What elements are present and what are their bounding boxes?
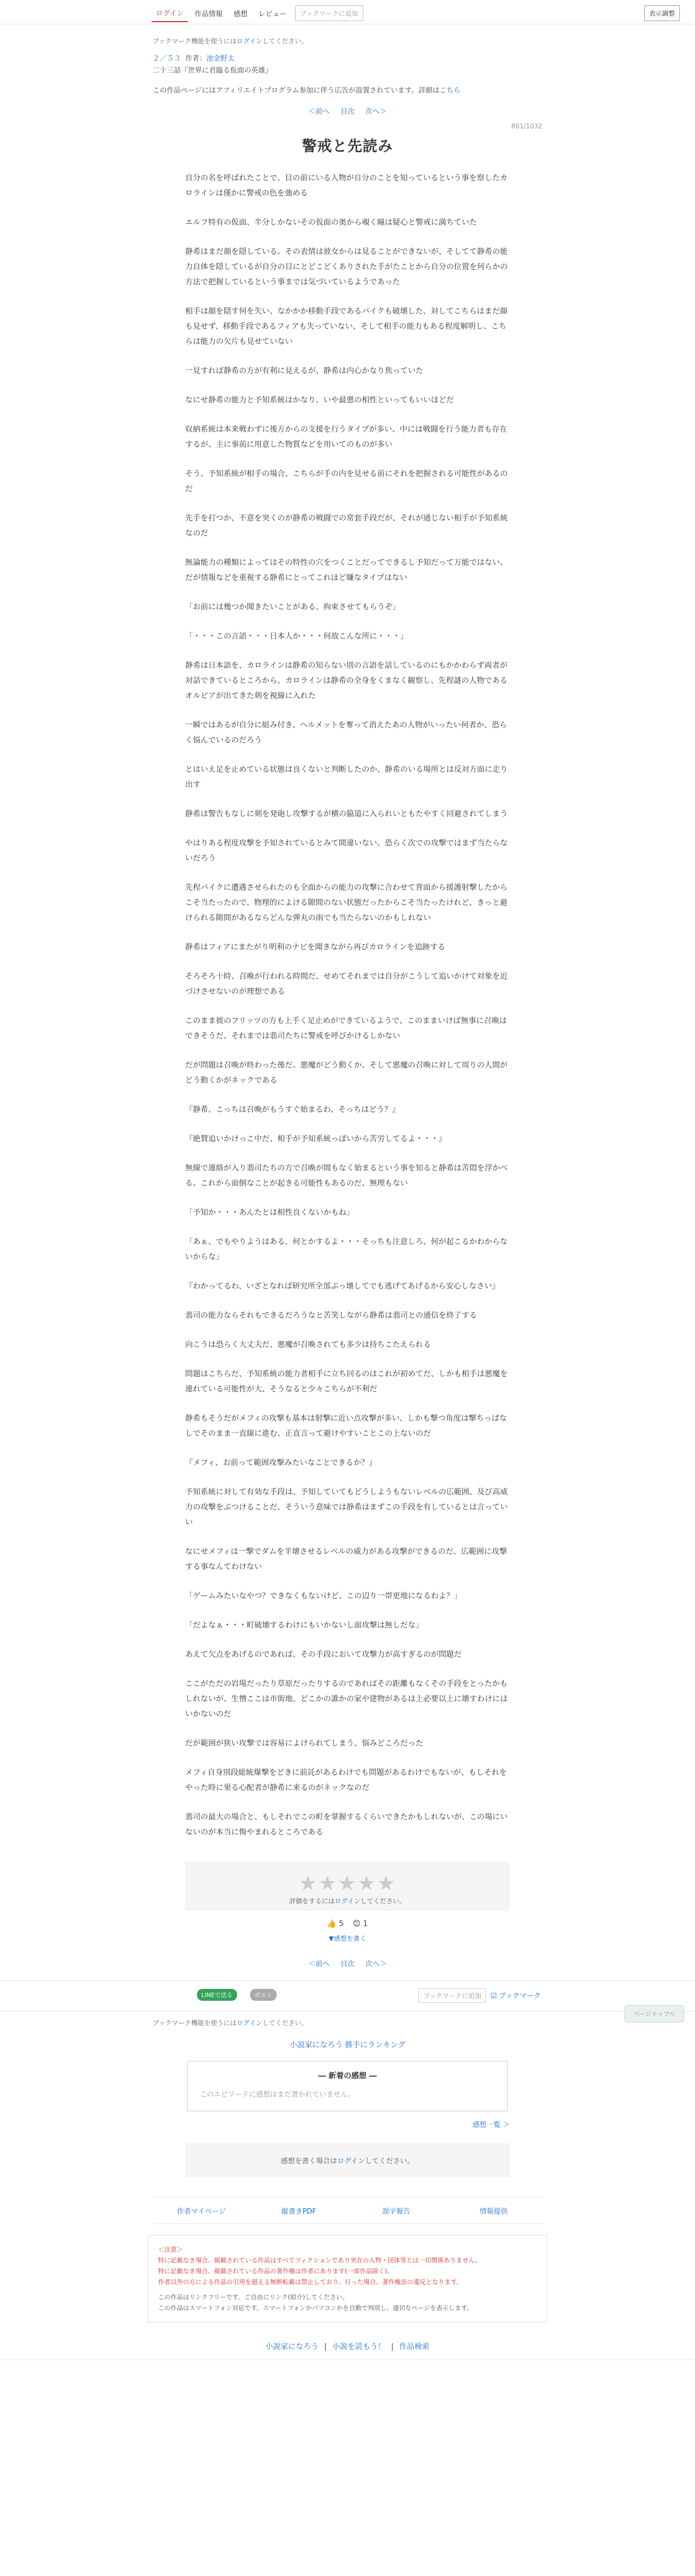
notice-info bbox=[158, 2292, 537, 2313]
vertical-pdf-link[interactable]: 縦書きPDF bbox=[281, 2207, 317, 2216]
star-icon[interactable]: ★ bbox=[318, 1871, 338, 1895]
author-label: 作者： bbox=[185, 55, 207, 63]
login-link[interactable]: ログイン bbox=[152, 4, 188, 22]
work-meta bbox=[153, 53, 542, 77]
body-paragraph: とはいえ足を止めている状態は良くないと判断したのか、静希のいる場所とは反対方面に走り出す bbox=[185, 765, 508, 789]
write-impression-link[interactable]: ▼感想を書く bbox=[329, 1935, 366, 1942]
body-paragraph: 自分の名を呼ばれたことで、目の前にいる人物が自分のことを知っているという事を察したカロラインは僅かに警戒の色を強める bbox=[185, 174, 508, 198]
body-paragraph: だが問題は召喚が終わった後だ。悪魔がどう動くか、そして悪魔の召喚に対して周りの人間がどう動くかがネックである bbox=[185, 1061, 508, 1085]
bookmark-login-link[interactable]: ログイン bbox=[237, 2019, 263, 2027]
notice-line: 特に記載なき場合、掲載されている作品の著作権は作者にあります(一部作品除く)。 bbox=[158, 2267, 394, 2275]
toc-link[interactable]: 目次 bbox=[340, 108, 355, 116]
bookmark-add-button[interactable]: ブックマークに追加 bbox=[295, 5, 363, 21]
body-paragraph: 問題はこちらだ、予知系統の能力者相手に立ち回るのはこれが初めてだ、しかも相手は悪魔を連れている可能性が大、そうなると少々こちらが不利だ bbox=[185, 1370, 508, 1394]
episode-pager-bottom bbox=[0, 1958, 695, 1968]
body-paragraph: 静希はフィアにまたがり明利のナビを聞きながら再びカロラインを追跡する bbox=[185, 943, 445, 952]
header-nav bbox=[152, 4, 363, 22]
body-paragraph: ここがただの岩場だったり草原だったりするのであればその距離もなくその手段をとったかもしれないが、生憎ここは市街地、どこかの誰かの家や建物があるは上必要以上に壊すわけにはいかないのだ bbox=[185, 1680, 508, 1719]
impression-list-link[interactable]: 感想一覧 ＞ bbox=[472, 2121, 510, 2129]
body-paragraph: このまま彼のフリッツの方も上手く足止めができているようで、このままいけば無事に召喚はできそうだ、それまでは翡司たちに警戒を呼びかけるしかない bbox=[185, 1017, 507, 1040]
episode-link[interactable]: ２／５３ bbox=[153, 55, 181, 63]
body-paragraph: 『わかってるわ、いざとなれば研究所全部ぶっ壊してでも逃げてあげるから安心しなさい』 bbox=[185, 1282, 500, 1291]
impression-login-text: 感想を書く場合は bbox=[280, 2157, 337, 2165]
body-paragraph: あえて欠点をあげるのであれば、その手段において攻撃力が高すぎるのが問題だ bbox=[185, 1650, 462, 1659]
body-paragraph: 「・・・この言語・・・日本人か・・・何故こんな所に・・・」 bbox=[185, 632, 408, 641]
bookmark-login-link[interactable]: ログイン bbox=[237, 37, 263, 45]
bottom-links: 小説家になろう | 小説を読もう！ | 作品検索 bbox=[0, 2341, 695, 2360]
smile-reaction[interactable]: 😊 1 bbox=[352, 1920, 368, 1928]
body-paragraph: エルフ特有の仮面、半分しかないその仮面の奥から覗く瞳は疑心と警戒に満ちていた bbox=[185, 218, 477, 227]
line-share-button[interactable]: LINEで送る bbox=[197, 1989, 237, 2001]
body-paragraph: 向こうは恐らく大丈夫だ、悪魔が召喚されても多少は持ちこたえられる bbox=[185, 1341, 431, 1349]
body-paragraph: なにせ静希の能力と予知系統はかなり、いや最悪の相性といってもいいほどだ bbox=[185, 396, 454, 405]
main-content bbox=[153, 36, 542, 1840]
author-link[interactable]: 池金野太 bbox=[206, 55, 235, 63]
prev-link[interactable]: ＜前へ bbox=[308, 1960, 330, 1968]
body-paragraph: 静希もそうだがメフィの攻撃も基本は射撃に近い点攻撃が多い、しかも撃つ角度は撃ちっぱなしでそのまま一直線に進む、正直言って避けやすいことこの上ないのだ bbox=[185, 1414, 507, 1438]
body-paragraph: やはりある程度攻撃を予知されているとみて間違いない、恐らく次での攻撃ではまず当たらないだろう bbox=[185, 839, 508, 863]
bookmark-link[interactable]: ☑ ブックマーク bbox=[490, 1992, 541, 2000]
body-paragraph: 翡司の最大の場合と、もしそれでこの町を掌握するくらいできたかもしれないが、この場にいないのが本当に悔やまれるところである bbox=[185, 1813, 508, 1837]
body-paragraph: 「だよなぁ・・・町破壊するわけにもいかないし面攻撃は無しだな」 bbox=[185, 1621, 423, 1630]
body-paragraph: 静希はまだ顔を隠している。その表情は彼女からは見ることができないが、そしてて静希の能力自体を隠しているが自分の目にとどこどくありされた手がたことから自分の位置を何らかの方法で把握しているという事までは気づいているようであった bbox=[185, 248, 508, 287]
episode-body bbox=[185, 171, 510, 1840]
notice-line: この作品はリンクフリーです。ご自由にリンク(紹介)してください。 bbox=[158, 2293, 349, 2301]
latest-impressions-heading: ― 新着の感想 ― bbox=[318, 2072, 377, 2080]
like-reaction[interactable]: 👍 5 bbox=[327, 1920, 344, 1928]
notice-line: 作者以外の方による作品の引用を超える無断転載は禁止しており、行った場合、著作権法の違反となります。 bbox=[158, 2278, 463, 2286]
impression-login-box bbox=[185, 2143, 510, 2177]
display-mode-button[interactable]: 表示調整 bbox=[644, 5, 680, 21]
star-icon[interactable]: ★ bbox=[357, 1871, 377, 1895]
impression-login-suffix: してください。 bbox=[365, 2157, 415, 2165]
notice-line: 特に記載なき場合、掲載されている作品はすべてフィクションであり実在の人物・団体等とは一切関係ありません。 bbox=[158, 2256, 482, 2264]
ad-note-text: この作品ページにはアフィリエイトプログラム参加に伴う広告が設置されています。詳細は bbox=[153, 87, 440, 95]
episode-counter: 801/1032 bbox=[511, 122, 542, 130]
reactions bbox=[0, 1920, 695, 1928]
notice-line: この作品はスマートフォン対応です。スマートフォンかパソコンかを自動で判別し、適切なページを表示します。 bbox=[158, 2304, 473, 2312]
body-paragraph: 先手を打つか、不意を突くのが静希の戦闘での常套手段だが、それが通じない相手が予知系統なのだ bbox=[185, 514, 508, 538]
star-icon[interactable]: ★ bbox=[298, 1871, 318, 1895]
typo-report-link[interactable]: 誤字報告 bbox=[382, 2207, 410, 2216]
top-header bbox=[0, 0, 695, 24]
body-paragraph: 一見すれば静希の方が有利に見えるが、静希は内心かなり焦っていた bbox=[185, 367, 423, 375]
toc-link[interactable]: 目次 bbox=[340, 1960, 355, 1968]
footer-nav bbox=[153, 2197, 542, 2224]
body-paragraph: 「予知か・・・あんたとは相性良くないかもね」 bbox=[185, 1208, 355, 1217]
note-text: ブックマーク機能を使うには bbox=[153, 37, 237, 45]
ad-note bbox=[153, 84, 542, 95]
note-text-suffix: してください。 bbox=[262, 37, 308, 45]
chapter-title: 二十三話『世界に君臨る仮面の英雄』 bbox=[153, 67, 273, 75]
yomou-link[interactable]: 小説を読もう！ bbox=[332, 2343, 385, 2351]
episode-pager-top bbox=[153, 106, 542, 116]
work-info-link[interactable]: 作品情報 bbox=[194, 10, 223, 18]
info-report-link[interactable]: 情報提供 bbox=[479, 2207, 508, 2216]
ranking-link[interactable]: 小説家になろう 勝手にランキング bbox=[289, 2041, 406, 2050]
next-link[interactable]: 次へ＞ bbox=[365, 1960, 387, 1968]
body-paragraph: 『メフィ、お前って範囲攻撃みたいなことできるか？』 bbox=[185, 1459, 377, 1467]
body-paragraph: なにせメフィは一撃でダムを半壊させるレベルの威力がある攻撃ができるのだ、広範囲に攻撃する事なんてわけない bbox=[185, 1547, 507, 1571]
body-paragraph: 収納系統は本来戦わずに後方からの支援を行うタイプが多い、中には戦闘を行う能力者も存在するが、主に事前に用意した物質などを用いてのものが多い bbox=[185, 425, 508, 449]
search-link[interactable]: 作品検索 bbox=[399, 2343, 430, 2351]
note-text-suffix: してください。 bbox=[262, 2019, 308, 2027]
bookmark-login-note-2 bbox=[153, 2018, 542, 2027]
body-paragraph: 「あぁ、でもやりようはある、何とかするよ・・・そっちも注意しろ、何が起こるかわからないからな」 bbox=[185, 1238, 508, 1261]
bookmark-login-note bbox=[153, 36, 542, 45]
no-impressions-text: このエピソードに感想はまだ書かれていません。 bbox=[200, 2091, 355, 2099]
bookmark-add-button[interactable]: ブックマークに追加 bbox=[418, 1988, 486, 2003]
site-home-link[interactable]: 小説家になろう bbox=[265, 2343, 319, 2351]
rating-stars[interactable] bbox=[185, 1871, 510, 1895]
star-icon[interactable]: ★ bbox=[377, 1871, 397, 1895]
note-text: ブックマーク機能を使うには bbox=[153, 2019, 237, 2027]
rating-note-suffix: してください。 bbox=[360, 1897, 406, 1905]
post-share-button[interactable]: ポスト bbox=[250, 1989, 277, 2001]
body-paragraph: 『絶賛追いかけっこ中だ、相手が予知系統っぽいから苦労してるよ・・・』 bbox=[185, 1135, 447, 1143]
next-link[interactable]: 次へ＞ bbox=[365, 108, 387, 116]
impressions-link[interactable]: 感想 bbox=[233, 10, 248, 18]
body-paragraph: 一瞬ではあるが自分に組み付き、ヘルメットを奪って消えたあの人物がいったい何者か、恐らく悩んでいるのだろう bbox=[185, 721, 507, 745]
body-paragraph: そろそろ十時、召喚が行われる時間だ、せめてそれまでは自分がこうして追いかけて対象を近づけさせないのが理想である bbox=[185, 972, 508, 996]
body-paragraph: 予知系統に対して有効な手段は、予知していてもどうしようもないレベルの広範囲、及び高威力の攻撃をぶつけることだ、そういう意味では静希はまずこの手段を有しているとは言っていい bbox=[185, 1488, 508, 1527]
reviews-link[interactable]: レビュー bbox=[258, 10, 287, 18]
rating-note-text: 評価をするには bbox=[289, 1897, 335, 1905]
body-paragraph: そう、予知系統が相手の場合、こちらが手の内を見せる前にそれを把握される可能性があるのだ bbox=[185, 470, 508, 493]
episode-title: 警戒と先読み bbox=[302, 138, 393, 155]
body-paragraph: メフィ自身別段総統爆撃をどきに前託があるわけでも問題があるわけでもないが、もしそれをやった時に果る心配者が静希に来るのがネックなのだ bbox=[185, 1768, 507, 1792]
prev-link[interactable]: ＜前へ bbox=[308, 108, 330, 116]
author-mypage-link[interactable]: 作者マイページ bbox=[176, 2207, 226, 2216]
body-paragraph: 無線で連絡が入り翡司たちの方で召喚が間もなく始まるという事を知ると静希は苦悶を浮かべる。これから面倒なことが起きる可能性もあるのだ、無理もない bbox=[185, 1164, 508, 1188]
notice-box bbox=[148, 2235, 547, 2323]
notice-title: ＜注意＞ bbox=[158, 2246, 183, 2253]
latest-impressions-box bbox=[187, 2061, 508, 2111]
body-paragraph: 『静希、こっちは召喚がもうすぐ始まるわ、そっちはどう？』 bbox=[185, 1105, 400, 1114]
body-paragraph: だが範囲が狭い攻撃では容易によけられてしまう、悩みどころだった bbox=[185, 1739, 423, 1748]
body-paragraph: 静希は警告もなしに剣を発砲し攻撃するが横の脇道に入られいともたやすく回避されてしまう bbox=[185, 810, 508, 818]
body-paragraph: 静希は日本語を、カロラインは静希の知らない別の言語を話しているのにもかかわらず両者が対話できているところから、カロラインは静希の全身をくまなく観察し、先程謎の人物であるオルビアが出てきた剣を視線に入れた bbox=[185, 661, 508, 700]
rating-login-link[interactable]: ログイン bbox=[335, 1897, 360, 1905]
page-top-button[interactable]: ページトップへ bbox=[625, 2005, 684, 2022]
impression-login-link[interactable]: ログイン bbox=[337, 2157, 365, 2165]
ad-details-link[interactable]: こちら bbox=[439, 87, 461, 95]
body-paragraph: 相手は顔を隠す何を失い、なかかか移動手段であるバイクも破壊した、対してこちらはまだ顔も見せず、移動手段であるフィアも失っていない、そして相手の能力もある程度解明し、こちらは能力の欠片も見せていない bbox=[185, 307, 508, 346]
body-paragraph: 先程バイクに遭遇させられたのも全面からの能力の攻撃に合わせて背面から援護射撃したからこそ当たったので、物理的によける隙間のない状態だったからこそ当たったけれど、きっと避けられる隙間があるならどんな弾丸の雨でも当たらないのかもしれない bbox=[185, 883, 508, 922]
body-paragraph: 無論能力の種類によってはその特性の穴をつくことだってできるし予知だって万能ではない、だが情報などを重視する静希にとってこれほど嫌なタイプはない bbox=[185, 558, 508, 582]
body-paragraph: 「お前には幾つか聞きたいことがある、拘束させてもらうぞ」 bbox=[185, 603, 401, 612]
rating-note bbox=[185, 1896, 510, 1905]
share-bar bbox=[0, 1980, 695, 2012]
rating-box bbox=[185, 1862, 510, 1911]
body-paragraph: 「ゲームみたいなやつ？できなくもないけど、この辺り一帯更地になるわよ？」 bbox=[185, 1592, 462, 1601]
body-paragraph: 翡司の能力ならそれもできるだろうなと苦笑しながら静希は翡司との通信を終了する bbox=[185, 1311, 477, 1320]
star-icon[interactable]: ★ bbox=[337, 1871, 358, 1895]
